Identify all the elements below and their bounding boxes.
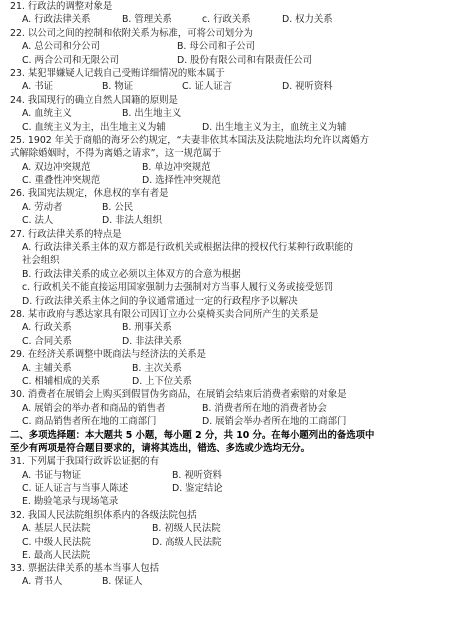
question-28-stem: 28. 某市政府与悉达家具有限公司因订立办公桌椅买卖合同所产生的关系是 [10, 308, 319, 320]
question-26-options-cd [10, 214, 451, 227]
question-29-stem: 29. 在经济关系调整中既商法与经济法的关系是 [10, 349, 207, 361]
question-23-stem: 23. 某犯罪嫌疑人记载自己受贿详细情况的账本属于 [10, 67, 225, 79]
option-c: C. 中级人民法院 [22, 536, 91, 548]
question-25-options-ab [10, 161, 451, 174]
question-25-stem-line2: 式解除婚姻时，不得为离婚之请求”，这一规范属于 [10, 148, 222, 160]
section-heading-line1: 二、多项选择题：本大题共 5 小题，每小题 2 分，共 10 分。在每小题列出的备选项中 [10, 429, 375, 441]
question-32-options-cd [10, 536, 451, 549]
option-d: D. 权力关系 [282, 14, 333, 26]
question-27-option-d: D. 行政法律关系主体之间的争议通常通过一定的行政程序予以解决 [22, 295, 298, 307]
question-31-options-cd [10, 482, 451, 495]
question-25-stem-line1: 25. 1902 年关于商船的海牙公约规定，“夫妻非依其本国法及法院地法均允许以离婚方 [10, 134, 369, 146]
option-a: A. 书证与物证 [22, 469, 82, 481]
option-b: B. 物证 [102, 81, 134, 93]
question-29-options-ab [10, 362, 451, 375]
question-28-options-ab [10, 321, 451, 334]
question-24-stem: 24. 我国现行的确立自然人国籍的原则是 [10, 94, 178, 106]
option-a: A. 主辅关系 [22, 362, 72, 374]
option-a: A. 血统主义 [22, 108, 72, 120]
option-d: D. 非法律关系 [122, 335, 183, 347]
question-31-stem: 31. 下列属于我国行政诉讼证据的有 [10, 456, 160, 468]
question-33-stem: 33. 票据法律关系的基本当事人包括 [10, 563, 160, 575]
option-b: B. 单边冲突规范 [142, 161, 211, 173]
question-26-options-ab [10, 201, 451, 214]
option-b: B. 管理关系 [122, 14, 172, 26]
option-d: D. 鉴定结论 [172, 483, 223, 495]
option-a: A. 双边冲突规范 [22, 161, 91, 173]
option-c: c. 行政关系 [202, 14, 251, 26]
option-c: C. 两合公司和无限公司 [22, 54, 119, 66]
question-22-options-ab [10, 40, 451, 53]
question-31-options-ab [10, 469, 451, 482]
option-d: D. 选择性冲突规范 [142, 175, 221, 187]
option-a: A. 劳动者 [22, 201, 63, 213]
question-27-option-c: c. 行政机关不能直接运用国家强制力去强制对方当事人履行义务或接受惩罚 [22, 282, 334, 294]
option-d: D. 高级人民法院 [152, 536, 222, 548]
option-c: C. 血统主义为主，出生地主义为辅 [22, 121, 166, 133]
question-22-options-cd [10, 54, 451, 67]
option-d: D. 展销会举办者所在地的工商部门 [202, 416, 347, 428]
option-d: D. 出生地主义为主，血统主义为辅 [202, 121, 347, 133]
question-30-stem: 30. 消费者在展销会上购买到假冒伪劣商品，在展销会结束后消费者索赔的对象是 [10, 389, 347, 401]
question-22-stem: 22. 以公司之间的控制和依附关系为标准，可将公司划分为 [10, 27, 253, 39]
option-a: A. 行政法律关系 [22, 14, 91, 26]
option-a: A. 书证 [22, 81, 53, 93]
question-31-option-e: E. 勘验笔录与现场笔录 [22, 496, 119, 508]
question-33-options-ab [10, 576, 451, 588]
option-b: B. 公民 [102, 201, 134, 213]
option-d: D. 非法人组织 [102, 215, 163, 227]
question-30-options-ab [10, 402, 451, 415]
option-b: B. 视听资料 [172, 469, 222, 481]
option-d: D. 股份有限公司和有限责任公司 [177, 54, 313, 66]
option-d: D. 视听资料 [282, 81, 333, 93]
option-a: A. 展销会的举办者和商品的销售者 [22, 402, 166, 414]
question-26-stem: 26. 我国宪法规定，休息权的享有者是 [10, 188, 169, 200]
question-21-stem: 21. 行政法的调整对象是 [10, 1, 113, 12]
option-c: C. 商品销售者所在地的工商部门 [22, 416, 157, 428]
question-27-stem: 27. 行政法律关系的特点是 [10, 228, 122, 240]
option-a: A. 背书人 [22, 575, 63, 587]
option-c: C. 相辅相成的关系 [22, 375, 101, 387]
option-c: C. 证人证言 [182, 81, 233, 93]
question-24-options-cd [10, 121, 451, 134]
option-b: B. 保证人 [102, 575, 143, 587]
question-32-stem: 32. 我国人民法院组织体系内的各级法院包括 [10, 509, 197, 521]
question-28-options-cd [10, 335, 451, 348]
option-b: B. 初级人民法院 [152, 523, 221, 535]
option-b: B. 主次关系 [132, 362, 182, 374]
question-29-options-cd [10, 375, 451, 388]
option-b: B. 出生地主义 [122, 108, 182, 120]
option-c: C. 重叠性冲突规范 [22, 175, 101, 187]
option-d: D. 上下位关系 [132, 375, 193, 387]
option-b: B. 消费者所在地的消费者协会 [202, 402, 327, 414]
option-a: A. 行政关系 [22, 322, 72, 334]
question-30-options-cd [10, 415, 451, 428]
option-c: C. 法人 [22, 215, 54, 227]
option-c: C. 合同关系 [22, 335, 73, 347]
section-heading-line2: 至少有两项是符合题目要求的，请将其选出，错选、多选或少选均无分。 [10, 442, 311, 454]
question-27-option-a-line2: 社会组织 [22, 255, 60, 267]
question-32-option-e: E. 最高人民法院 [22, 550, 91, 562]
question-27-option-b: B. 行政法律关系的成立必须以主体双方的合意为根据 [22, 268, 241, 280]
question-21-options [10, 13, 451, 26]
question-27-option-a-line1: A. 行政法律关系主体的双方都是行政机关或根据法律的授权代行某种行政职能的 [22, 242, 353, 254]
question-25-options-cd [10, 174, 451, 187]
option-c: C. 证人证言与当事人陈述 [22, 483, 129, 495]
option-a: A. 基层人民法院 [22, 523, 91, 535]
question-32-options-ab [10, 522, 451, 535]
option-b: B. 刑事关系 [122, 322, 172, 334]
question-23-options [10, 80, 451, 93]
option-b: B. 母公司和子公司 [177, 41, 256, 53]
question-24-options-ab [10, 107, 451, 120]
option-a: A. 总公司和分公司 [22, 41, 100, 53]
